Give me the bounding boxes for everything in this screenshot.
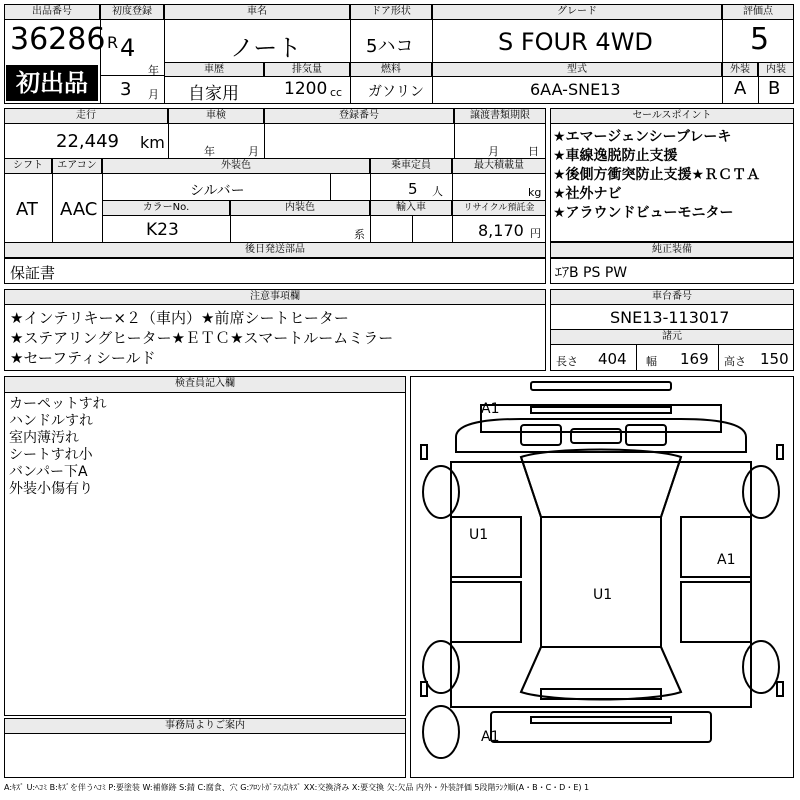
grade: S FOUR 4WD: [498, 28, 653, 56]
reg-number-label: 登録番号: [264, 108, 454, 124]
damage-front: A1: [481, 401, 500, 417]
sales-label: セールスポイント: [550, 108, 794, 124]
delivery-value: 保証書: [10, 264, 56, 282]
damage-left-door: U1: [469, 527, 489, 543]
history-label: 車歴: [164, 62, 264, 77]
model: 6AA-SNE13: [530, 80, 621, 99]
car-name: ノート: [230, 34, 302, 62]
history: 自家用: [188, 84, 239, 104]
score-label: 評価点: [722, 4, 794, 20]
model-label: 型式: [432, 62, 722, 77]
sales-item: ★エマージェンシーブレーキ: [553, 129, 732, 145]
exterior-grade: A: [734, 78, 747, 99]
reg-year-unit: 年: [148, 64, 159, 77]
first-listing-badge: 初出品: [6, 65, 98, 101]
recycle-unit: 円: [530, 227, 541, 240]
sales-list: [553, 128, 760, 223]
equipment-label: 純正装備: [550, 242, 794, 258]
import-label: 輸入車: [370, 200, 452, 216]
equipment-value: ｴｱB PS PW: [555, 265, 628, 281]
caution-label: 注意事項欄: [4, 289, 546, 305]
reg-year: 4: [120, 34, 136, 62]
damage-roof: U1: [593, 587, 613, 603]
sales-item: ★後側方衝突防止支援★ＲＣＴＡ: [553, 167, 761, 183]
sales-item: ★車線逸脱防止支援: [553, 148, 678, 164]
specs-label: 諸元: [550, 329, 794, 345]
damage-rear: A1: [481, 729, 500, 745]
reg-month: 3: [120, 79, 132, 100]
chassis-number: SNE13-113017: [610, 308, 730, 327]
capacity: 5: [408, 180, 418, 198]
first-reg-label: 初度登録: [100, 4, 164, 20]
inspection-year-unit: 年: [204, 145, 215, 158]
transfer-month-unit: 月: [488, 145, 499, 158]
inspector-label: 検査員記入欄: [4, 376, 406, 393]
inspector-item: シートすれ小: [9, 447, 93, 463]
capacity-unit: 人: [432, 185, 443, 198]
color-number: K23: [146, 220, 179, 240]
length: 404: [598, 350, 627, 368]
inspector-item: 室内薄汚れ: [9, 430, 79, 446]
exterior-label: 外装: [722, 62, 758, 77]
load-label: 最大積載量: [452, 158, 546, 174]
transfer-day-unit: 日: [528, 145, 539, 158]
ac: AAC: [60, 199, 98, 220]
recycle-label: リサイクル預託金: [452, 200, 546, 216]
ext-color-label: 外装色: [102, 158, 370, 174]
mileage: 22,449: [56, 131, 119, 152]
damage-right-side: A1: [717, 552, 736, 568]
sales-item: ★社外ナビ: [553, 186, 622, 202]
chassis-label: 車台番号: [550, 289, 794, 305]
fuel-label: 燃料: [350, 62, 432, 77]
load-unit: kg: [528, 186, 542, 199]
inspection-label: 車検: [168, 108, 264, 124]
inspector-list: [9, 396, 107, 498]
legend: A:ｷｽﾞ U:ﾍｺﾐ B:ｷｽﾞを伴うﾍｺﾐ P:要塗装 W:補修跡 S:錆 C:腐食、穴 G:ﾌﾛﾝﾄｶﾞﾗｽ点ｷｽﾞ XX:交換済み X:要交換 欠:欠品 内外・外装評価 5段階ﾗﾝｸ順(A・B・C・D・E) 1: [4, 783, 590, 792]
ac-label: エアコン: [52, 158, 102, 174]
door: 5ハコ: [366, 36, 414, 57]
caution-list: [10, 308, 393, 368]
colorno-label: カラーNo.: [102, 200, 230, 216]
inspection-month-unit: 月: [248, 145, 259, 158]
shift: AT: [16, 199, 38, 220]
interior-grade: B: [768, 78, 781, 99]
capacity-label: 乗車定員: [370, 158, 452, 174]
transfer-label: 譲渡書類期限: [454, 108, 546, 124]
length-label: 長さ: [556, 355, 578, 368]
recycle-amount: 8,170: [478, 221, 524, 240]
int-color-label: 内装色: [230, 200, 370, 216]
era: R: [107, 33, 119, 52]
interior-label: 内装: [758, 62, 794, 77]
inspector-item: 外装小傷有り: [9, 481, 93, 497]
reg-month-unit: 月: [148, 88, 159, 101]
height-label: 高さ: [724, 355, 746, 368]
inspector-item: カーペットすれ: [9, 396, 107, 412]
mileage-label: 走行: [4, 108, 168, 124]
mileage-unit: km: [140, 133, 165, 152]
displacement: 1200: [284, 79, 328, 99]
inspector-item: バンパー下A: [9, 464, 88, 480]
lot-number: 36286: [10, 22, 106, 57]
caution-item: ★ステアリングヒーター★ＥＴＣ★スマートルームミラー: [10, 329, 394, 347]
displacement-unit: cc: [330, 86, 343, 99]
car-name-label: 車名: [164, 4, 350, 20]
width: 169: [680, 350, 709, 368]
int-color-unit: 系: [354, 228, 365, 241]
car-outline-diagram: [411, 377, 793, 777]
height: 150: [760, 350, 789, 368]
shift-label: シフト: [4, 158, 52, 174]
score: 5: [750, 22, 770, 57]
caution-item: ★インテリキー×２（車内）★前席シートヒーター: [10, 309, 349, 327]
width-label: 幅: [646, 355, 657, 368]
fuel: ガソリン: [368, 84, 424, 100]
caution-item: ★セーフティシールド: [10, 349, 156, 367]
office-label: 事務局よりご案内: [4, 718, 406, 734]
sales-item: ★アラウンドビューモニター: [553, 205, 734, 221]
lot-number-label: 出品番号: [4, 4, 100, 20]
grade-label: グレード: [432, 4, 722, 20]
door-label: ドア形状: [350, 4, 432, 20]
delivery-label: 後日発送部品: [4, 242, 546, 258]
inspector-item: ハンドルすれ: [9, 413, 93, 429]
delivery-box: [4, 258, 546, 284]
ext-color: シルバー: [190, 183, 245, 199]
car-diagram: [410, 376, 794, 778]
displacement-label: 排気量: [264, 62, 350, 77]
